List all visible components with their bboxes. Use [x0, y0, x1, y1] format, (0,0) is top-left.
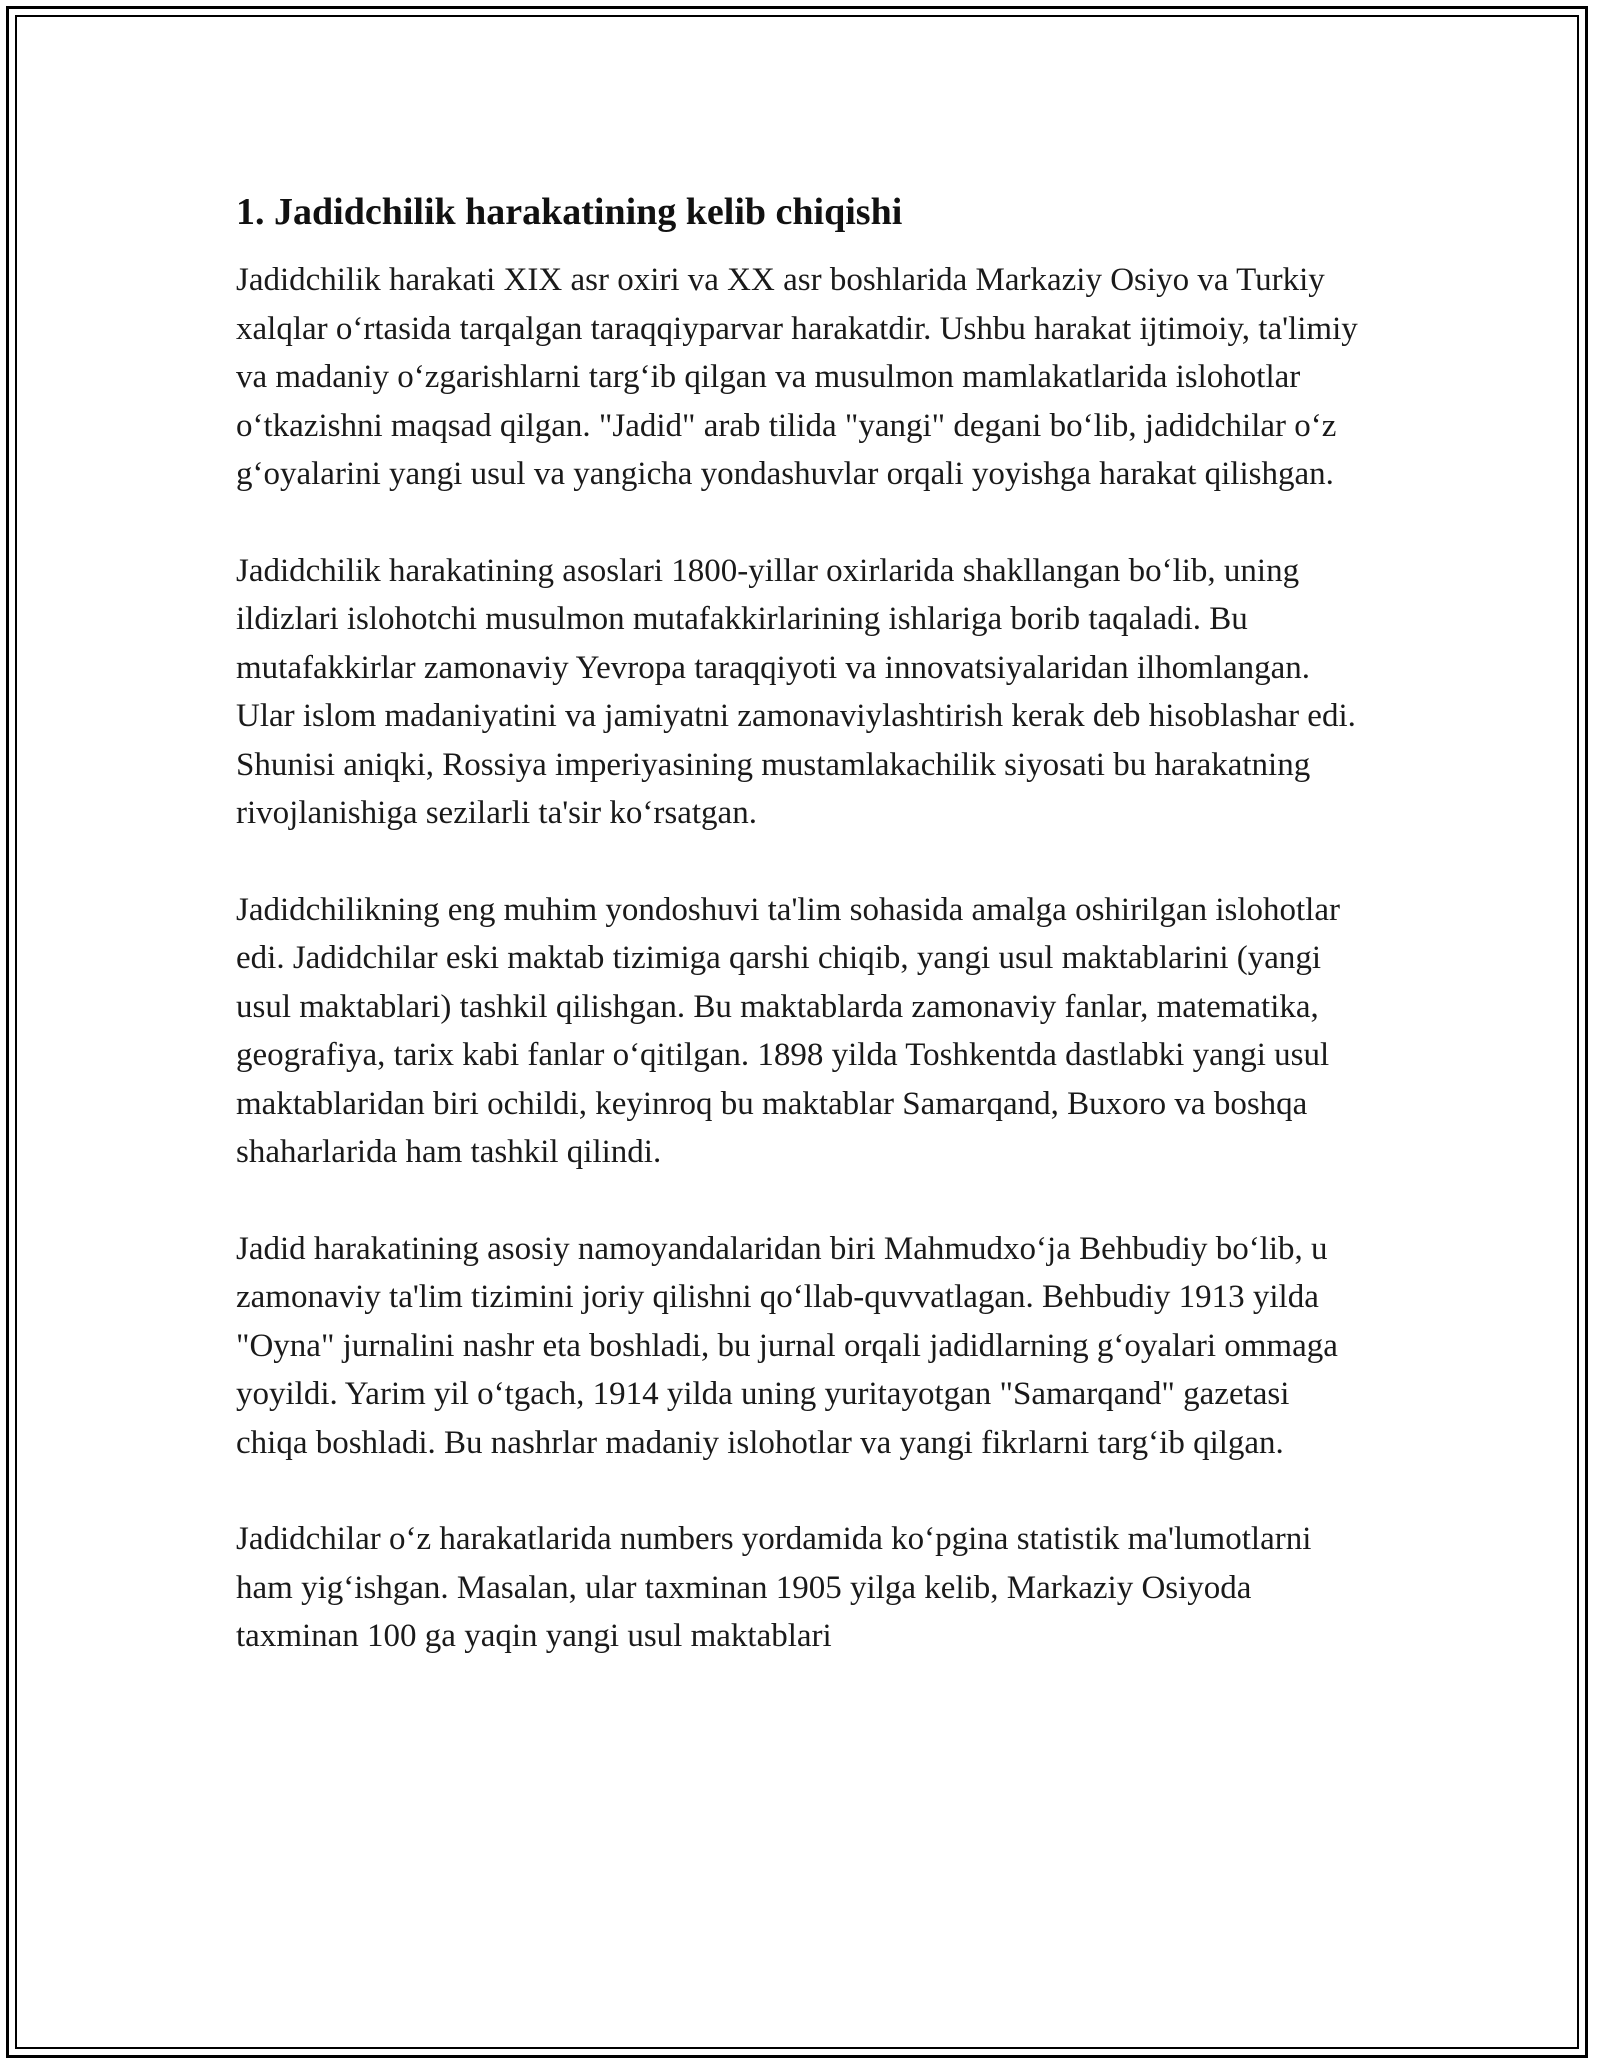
- paragraph-3: Jadidchilikning eng muhim yondoshuvi ta'lim sohasida amalga oshirilgan islohotlar edi. Jadidchilar eski maktab tizimiga qarshi chiqib, yangi usul maktablarini (yangi usul maktablari) tashkil qilishgan. Bu maktablarda zamonaviy fanlar, matematika, geografiya, tarix kabi fanlar o‘qitilgan. 1898 yilda Toshkentda dastlabki yangi usul maktablaridan biri ochildi, keyinroq bu maktablar Samarqand, Buxoro va boshqa shaharlarida ham tashkil qilindi.: [236, 891, 1340, 1170]
- paragraph-5: Jadidchilar o‘z harakatlarida numbers yordamida ko‘pgina statistik ma'lumotlarni ham yig‘ishgan. Masalan, ular taxminan 1905 yilga kelib, Markaziy Osiyoda taxminan 100 ga yaqin yangi usul maktablari: [236, 1521, 1312, 1654]
- paragraph-4: Jadid harakatining asosiy namoyandalaridan biri Mahmudxo‘ja Behbudiy bo‘lib, u zamonaviy ta'lim tizimini joriy qilishni qo‘llab-quvvatlagan. Behbudiy 1913 yilda "Oyna" jurnalini nashr eta boshladi, bu jurnal orqali jadidlarning g‘oyalari ommaga yoyildi. Yarim yil o‘tgach, 1914 yilda uning yuritayotgan "Samarqand" gazetasi chiqa boshladi. Bu nashrlar madaniy islohotlar va yangi fikrlarni targ‘ib qilgan.: [236, 1230, 1338, 1461]
- paragraph-2: Jadidchilik harakatining asoslari 1800-yillar oxirlarida shakllangan bo‘lib, uning ildizlari islohotchi musulmon mutafakkirlarining ishlariga borib taqaladi. Bu mutafakkirlar zamonaviy Yevropa taraqqiyoti va innovatsiyalaridan ilhomlangan. Ular islom madaniyatini va jamiyatni zamonaviylashtirish kerak deb hisoblashar edi. Shunisi aniqki, Rossiya imperiyasining mustamlakachilik siyosati bu harakatning rivojlanishiga sezilarli ta'sir ko‘rsatgan.: [236, 552, 1356, 831]
- section-heading: 1. Jadidchilik harakatining kelib chiqishi: [236, 191, 903, 233]
- document-body: [236, 188, 1366, 1661]
- paragraph-1: Jadidchilik harakati XIX asr oxiri va XX asr boshlarida Markaziy Osiyo va Turkiy xalqlar o‘rtasida tarqalgan taraqqiyparvar harakatdir. Ushbu harakat ijtimoiy, ta'limiy va madaniy o‘zgarishlarni targ‘ib qilgan va musulmon mamlakatlarida islohotlar o‘tkazishni maqsad qilgan. "Jadid" arab tilida "yangi" degani bo‘lib, jadidchilar o‘z g‘oyalarini yangi usul va yangicha yondashuvlar orqali yoyishga harakat qilishgan.: [236, 262, 1358, 492]
